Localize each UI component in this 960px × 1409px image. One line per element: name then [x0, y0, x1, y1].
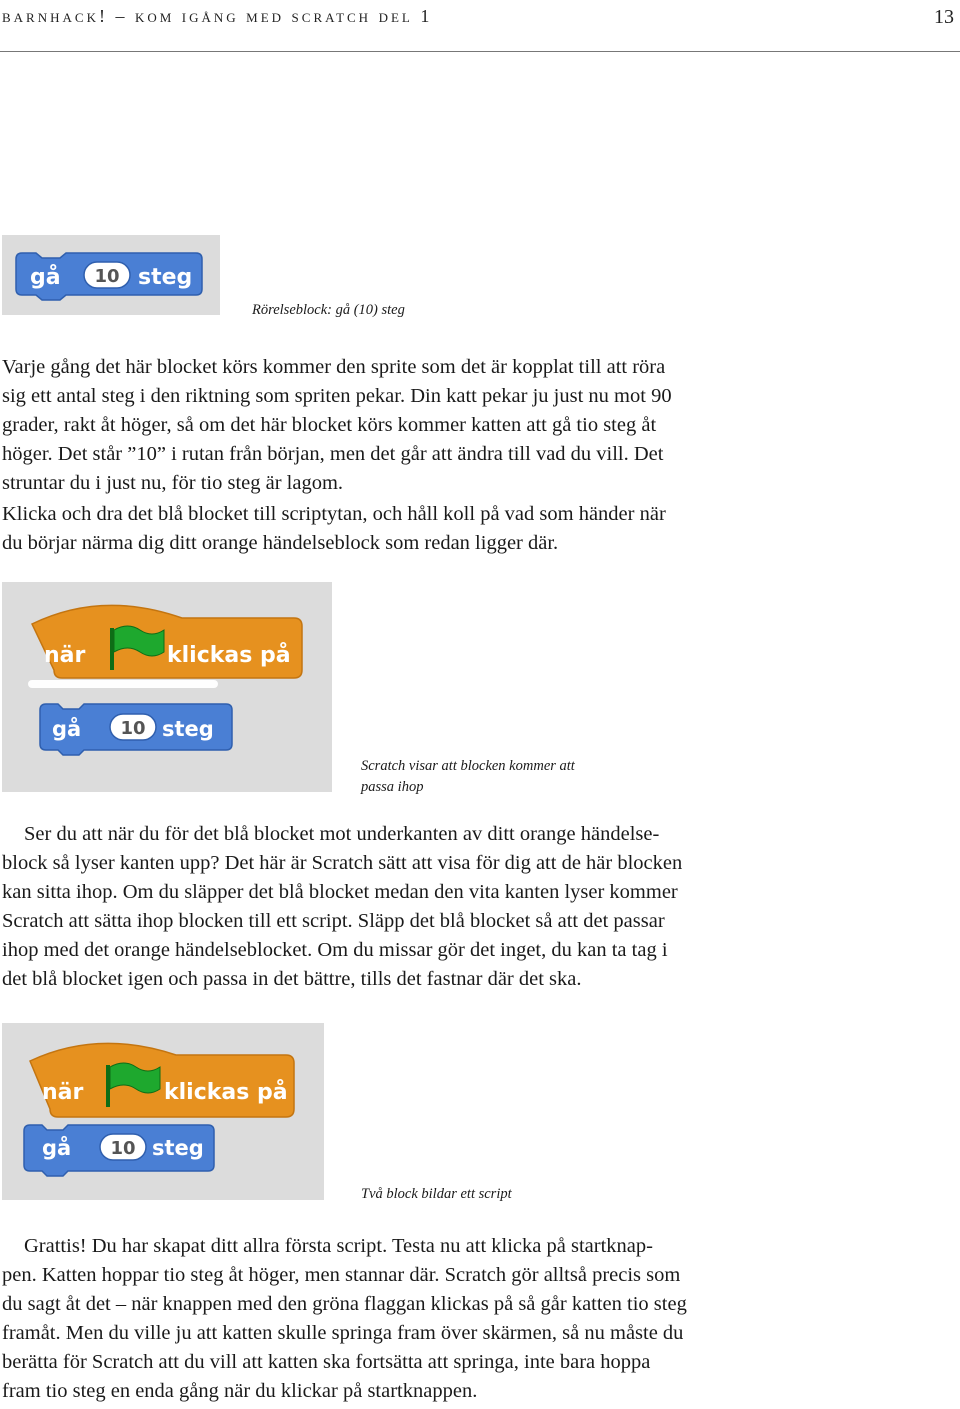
- text-line: Varje gång det här blocket körs kommer den sprite som det är kopplat till att röra: [2, 356, 666, 378]
- text-line: block så lyser kanten upp? Det här är Scratch sätt att visa för dig att de här blocken: [2, 852, 683, 874]
- figure-3-caption: Två block bildar ett script: [361, 1186, 512, 1202]
- text-line: Scratch att sätta ihop blocken till ett script. Släpp det blå blocket så att det passar: [2, 910, 665, 932]
- figure-snapping-blocks: [2, 582, 332, 792]
- move-block-label: gå: [52, 717, 82, 741]
- steps-label: steg: [152, 1136, 204, 1160]
- steps-label: steg: [162, 717, 214, 741]
- paragraph-2: [2, 500, 762, 558]
- text-line: Ser du att när du för det blå blocket mot underkanten av ditt orange händelse-: [24, 823, 660, 845]
- text-line: pen. Katten hoppar tio steg åt höger, men stannar där. Scratch gör alltså precis som: [2, 1264, 681, 1286]
- paragraph-3: [2, 820, 762, 994]
- steps-label: steg: [138, 265, 193, 290]
- caption-line: passa ihop: [361, 779, 424, 795]
- text-line: du sagt åt det – när knappen med den gröna flaggan klickas på så går katten tio steg: [2, 1293, 687, 1315]
- text-line: höger. Det står ”10” i rutan från början, men det går att ändra till vad du vill. Det: [2, 443, 664, 465]
- figure-complete-script: [2, 1023, 324, 1200]
- text-line: framåt. Men du ville ju att katten skulle springa fram över skärmen, så nu måste du: [2, 1322, 684, 1344]
- snap-highlight: [28, 680, 218, 688]
- caption-line: Scratch visar att blocken kommer att: [361, 758, 575, 774]
- move-block-label: gå: [30, 265, 61, 290]
- paragraph-4: [2, 1232, 762, 1406]
- steps-value: 10: [120, 718, 146, 739]
- steps-value: 10: [110, 1138, 136, 1159]
- figure-1-caption: Rörelseblock: gå (10) steg: [252, 302, 405, 318]
- event-clicked-label: klickas på: [164, 1080, 288, 1105]
- text-line: sig ett antal steg i den riktning som spriten pekar. Din katt pekar ju just nu mot 90: [2, 385, 672, 407]
- header-rule: [0, 51, 960, 52]
- text-line: Klicka och dra det blå blocket till scriptytan, och håll koll på vad som händer när: [2, 503, 666, 525]
- text-line: Grattis! Du har skapat ditt allra första script. Testa nu att klicka på startknap-: [24, 1235, 653, 1257]
- text-line: grader, rakt åt höger, så om det här blocket körs kommer katten att gå tio steg åt: [2, 414, 657, 436]
- text-line: struntar du i just nu, för tio steg är lagom.: [2, 472, 344, 494]
- event-clicked-label: klickas på: [167, 643, 291, 668]
- paragraph-1: [2, 353, 762, 498]
- event-when-label: när: [42, 1080, 84, 1105]
- move-block-label: gå: [42, 1136, 72, 1160]
- text-line: ihop med det orange händelseblocket. Om du missar gör det inget, du kan ta tag i: [2, 939, 668, 961]
- text-line: fram tio steg en enda gång när du klickar på startknappen.: [2, 1380, 478, 1402]
- page-number: 13: [934, 6, 954, 28]
- text-line: det blå blocket igen och passa in det bättre, tills det fastnar där det ska.: [2, 968, 582, 990]
- running-header-title: barnhack! – kom igång med scratch del 1: [2, 6, 433, 26]
- steps-value: 10: [94, 266, 120, 287]
- figure-2-caption: [361, 756, 575, 798]
- text-line: du börjar närma dig ditt orange händelseblock som redan ligger där.: [2, 532, 559, 554]
- text-line: kan sitta ihop. Om du släpper det blå blocket medan den vita kanten lyser kommer: [2, 881, 678, 903]
- figure-move-block: [2, 235, 220, 315]
- text-line: berätta för Scratch att du vill att katten ska fortsätta att springa, inte bara hoppa: [2, 1351, 651, 1373]
- event-when-label: när: [44, 643, 86, 668]
